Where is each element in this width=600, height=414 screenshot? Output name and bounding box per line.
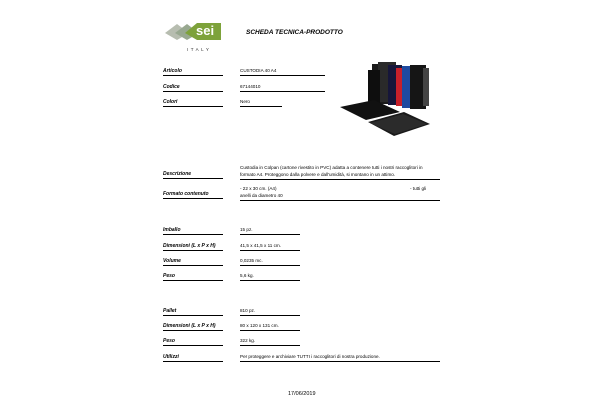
divider xyxy=(240,345,300,346)
utilizzi-label: Utilizzi xyxy=(163,354,179,360)
divider xyxy=(163,106,223,107)
divider xyxy=(163,345,223,346)
volume-label: Volume xyxy=(163,258,181,264)
descrizione-value-line1: Custodia in Colpan (cartone rivestito in PVC) adatta a contenere tutti i nostri raccoglitori in xyxy=(240,165,423,170)
imballo-value: 15 pz. xyxy=(240,227,253,232)
divider xyxy=(240,75,325,76)
divider xyxy=(240,234,300,235)
articolo-value: CUSTODIA 40 A4 xyxy=(240,68,277,73)
product-image xyxy=(338,60,434,144)
pallet-peso-value: 322 kg. xyxy=(240,338,256,343)
divider xyxy=(240,330,300,331)
divider xyxy=(240,315,300,316)
pallet-dimensioni-label: Dimensioni (L x P x H) xyxy=(163,323,216,329)
footer-date: 17/06/2019 xyxy=(288,391,316,397)
codice-label: Codice xyxy=(163,84,180,90)
divider xyxy=(163,265,223,266)
divider xyxy=(163,234,223,235)
codice-value: 67144010 xyxy=(240,84,261,89)
peso-value: 5,6 kg. xyxy=(240,273,254,278)
divider xyxy=(163,75,223,76)
divider xyxy=(240,200,440,201)
divider xyxy=(240,179,440,180)
divider xyxy=(240,250,300,251)
volume-value: 0,0235 mc. xyxy=(240,258,263,263)
formato-value-line2: anelli da diametro 40 xyxy=(240,193,283,198)
formato-value-line1: - 22 x 30 cm. (A4) xyxy=(240,186,277,191)
divider xyxy=(240,265,300,266)
formato-value-right: - tutti gli xyxy=(410,186,427,191)
logo xyxy=(163,20,223,54)
page-title: SCHEDA TECNICA-PRODOTTO xyxy=(246,29,343,36)
divider xyxy=(163,330,223,331)
articolo-label: Articolo xyxy=(163,68,182,74)
descrizione-label: Descrizione xyxy=(163,171,192,177)
peso-label: Peso xyxy=(163,273,175,279)
utilizzi-value: Per proteggere e archiviare TUTTI i raccoglitori di nostra produzione. xyxy=(240,354,380,359)
divider xyxy=(163,315,223,316)
pallet-dimensioni-value: 80 x 120 x 131 cm. xyxy=(240,323,279,328)
divider xyxy=(240,280,300,281)
pallet-value: 810 pz. xyxy=(240,308,256,313)
divider xyxy=(163,91,223,92)
pallet-peso-label: Peso xyxy=(163,338,175,344)
formato-label: Formato contenuto xyxy=(163,191,209,197)
divider xyxy=(163,198,223,199)
logo-subtext: ITALY xyxy=(187,47,212,52)
divider xyxy=(240,91,325,92)
divider xyxy=(163,250,223,251)
colori-value: Nero xyxy=(240,99,250,104)
dimensioni-label: Dimensioni (L x P x H) xyxy=(163,243,216,249)
divider xyxy=(240,361,440,362)
colori-label: Colori xyxy=(163,99,178,105)
imballo-label: Imballo xyxy=(163,227,181,233)
descrizione-value-line2: formato A4. Proteggono dalla polvere e dall'umidità, si montano in un attimo. xyxy=(240,172,396,177)
divider xyxy=(163,280,223,281)
dimensioni-value: 41,5 x 41,5 x 11 cm. xyxy=(240,243,282,248)
divider xyxy=(163,361,223,362)
binder-cases-icon xyxy=(338,60,434,144)
logo-text: sei xyxy=(196,23,215,38)
divider xyxy=(163,178,223,179)
pallet-label: Pallet xyxy=(163,308,177,314)
divider xyxy=(240,106,282,107)
